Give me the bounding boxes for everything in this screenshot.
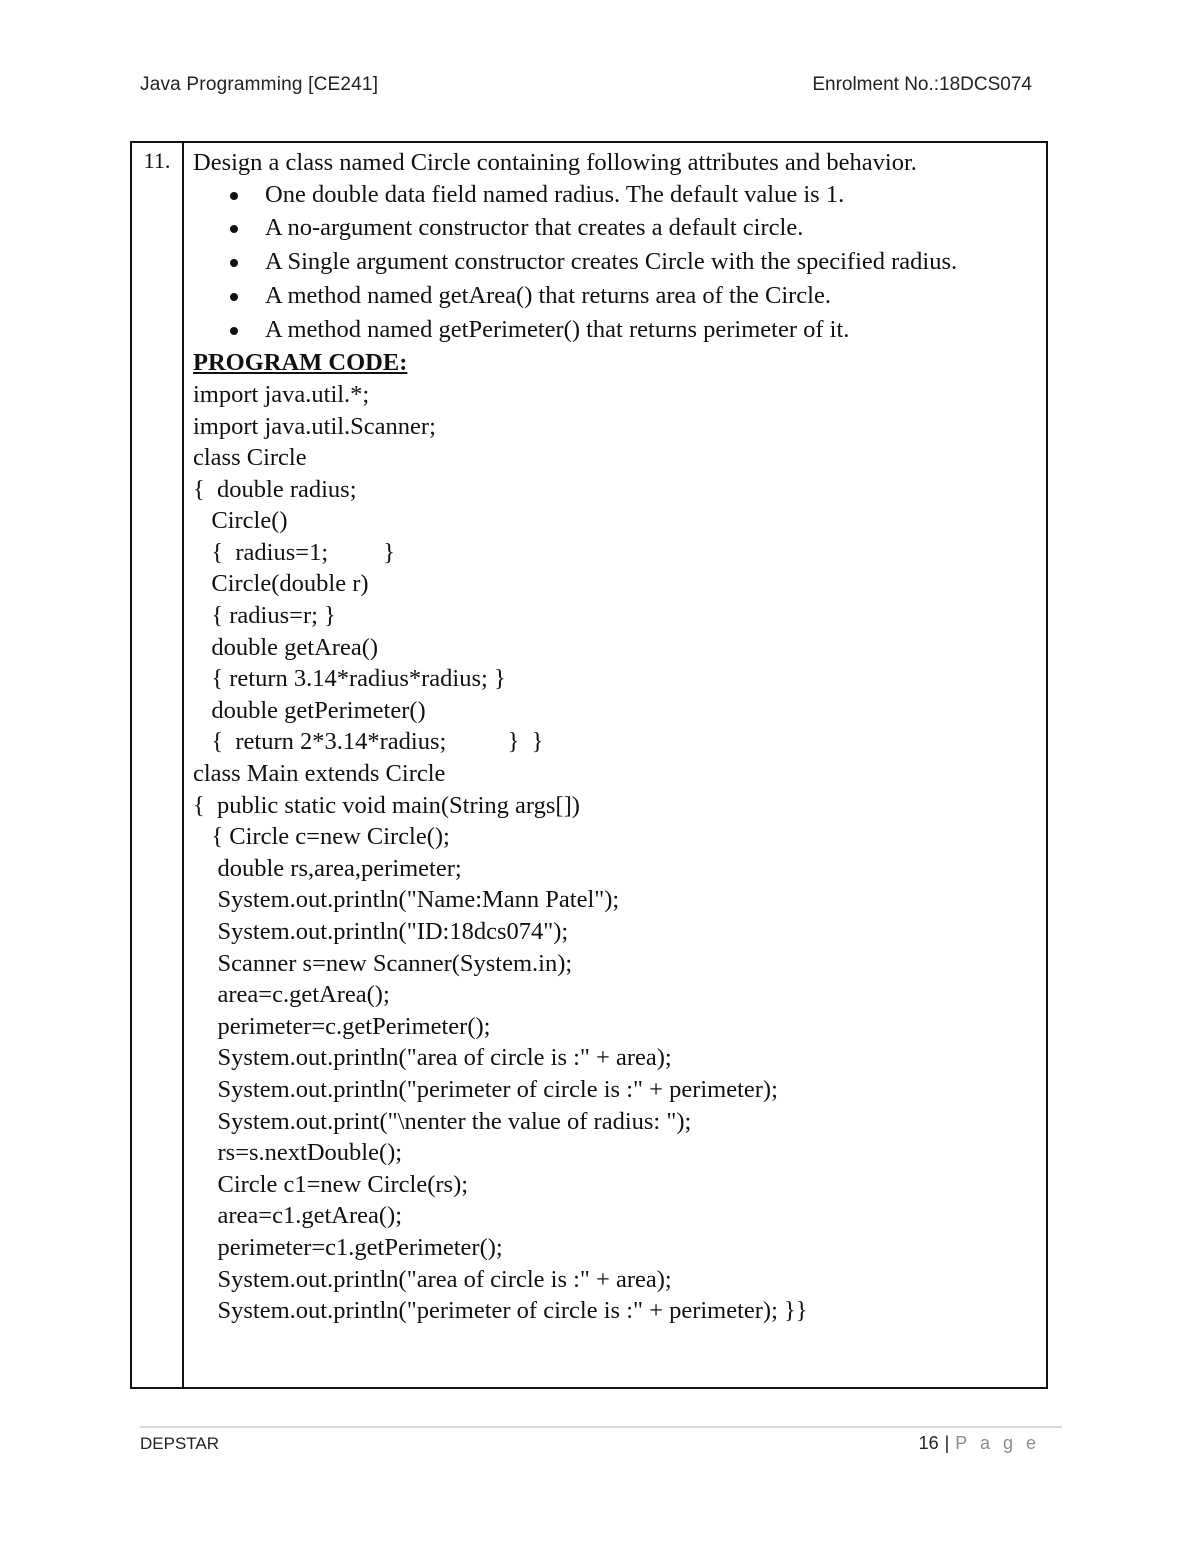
code-line: { Circle c=new Circle(); bbox=[193, 823, 450, 851]
page-separator: | bbox=[944, 1433, 950, 1453]
footer-page-indicator bbox=[919, 1433, 1040, 1454]
question-number: 11. bbox=[143, 148, 171, 173]
code-line: Circle(double r) bbox=[193, 570, 369, 598]
code-line: System.out.println("ID:18dcs074"); bbox=[193, 918, 569, 946]
code-line: perimeter=c1.getPerimeter(); bbox=[193, 1233, 503, 1261]
header-course-title: Java Programming [CE241] bbox=[140, 74, 379, 95]
requirement-item: A method named getArea() that returns area of the Circle. bbox=[265, 280, 1036, 312]
page-number: 16 bbox=[918, 1433, 939, 1453]
code-line: class Main extends Circle bbox=[193, 760, 446, 788]
requirement-item: A method named getPerimeter() that returns perimeter of it. bbox=[265, 314, 1036, 346]
header-enrolment-number: Enrolment No.:18DCS074 bbox=[812, 74, 1032, 95]
requirement-item: One double data field named radius. The default value is 1. bbox=[265, 179, 1036, 211]
code-line: { radius=r; } bbox=[193, 602, 336, 630]
code-line: Circle() bbox=[193, 507, 288, 535]
code-line: area=c.getArea(); bbox=[193, 981, 390, 1009]
code-line: { public static void main(String args[]) bbox=[193, 791, 580, 819]
code-line: { return 2*3.14*radius; } } bbox=[193, 728, 544, 756]
page-word: P a g e bbox=[955, 1433, 1040, 1453]
footer-divider bbox=[140, 1426, 1062, 1428]
requirement-item: A no-argument constructor that creates a default circle. bbox=[265, 212, 1036, 244]
requirements-list bbox=[193, 179, 1036, 346]
code-line: double rs,area,perimeter; bbox=[193, 854, 462, 882]
code-line: Scanner s=new Scanner(System.in); bbox=[193, 949, 573, 977]
code-line: System.out.println("perimeter of circle is :" + perimeter); }} bbox=[193, 1297, 808, 1325]
code-line: System.out.println("area of circle is :" + area); bbox=[193, 1044, 672, 1072]
code-line: double getPerimeter() bbox=[193, 696, 426, 724]
code-line: Circle c1=new Circle(rs); bbox=[193, 1170, 469, 1198]
code-line: area=c1.getArea(); bbox=[193, 1202, 403, 1230]
question-content bbox=[184, 143, 1046, 1327]
code-line: System.out.println("Name:Mann Patel"); bbox=[193, 886, 620, 914]
code-line: double getArea() bbox=[193, 633, 379, 661]
code-line: { double radius; bbox=[193, 475, 357, 503]
code-line: rs=s.nextDouble(); bbox=[193, 1139, 403, 1167]
question-title: Design a class named Circle containing following attributes and behavior. bbox=[193, 149, 917, 176]
code-line: { radius=1; } bbox=[193, 538, 396, 566]
requirement-item: A Single argument constructor creates Circle with the specified radius. bbox=[265, 246, 1036, 278]
question-number-cell bbox=[131, 142, 183, 1388]
code-line: perimeter=c.getPerimeter(); bbox=[193, 1012, 491, 1040]
question-content-cell bbox=[183, 142, 1047, 1388]
code-line: import java.util.Scanner; bbox=[193, 412, 436, 440]
program-code-heading: PROGRAM CODE: bbox=[193, 349, 408, 377]
question-table bbox=[130, 141, 1048, 1389]
program-code-block bbox=[193, 379, 1036, 1327]
code-line: System.out.println("area of circle is :" + area); bbox=[193, 1265, 672, 1293]
code-line: class Circle bbox=[193, 444, 307, 472]
code-line: { return 3.14*radius*radius; } bbox=[193, 665, 506, 693]
code-line: import java.util.*; bbox=[193, 380, 370, 408]
code-line: System.out.print("\nenter the value of radius: "); bbox=[193, 1107, 692, 1135]
code-line: System.out.println("perimeter of circle is :" + perimeter); bbox=[193, 1075, 778, 1103]
footer-department: DEPSTAR bbox=[140, 1434, 220, 1453]
